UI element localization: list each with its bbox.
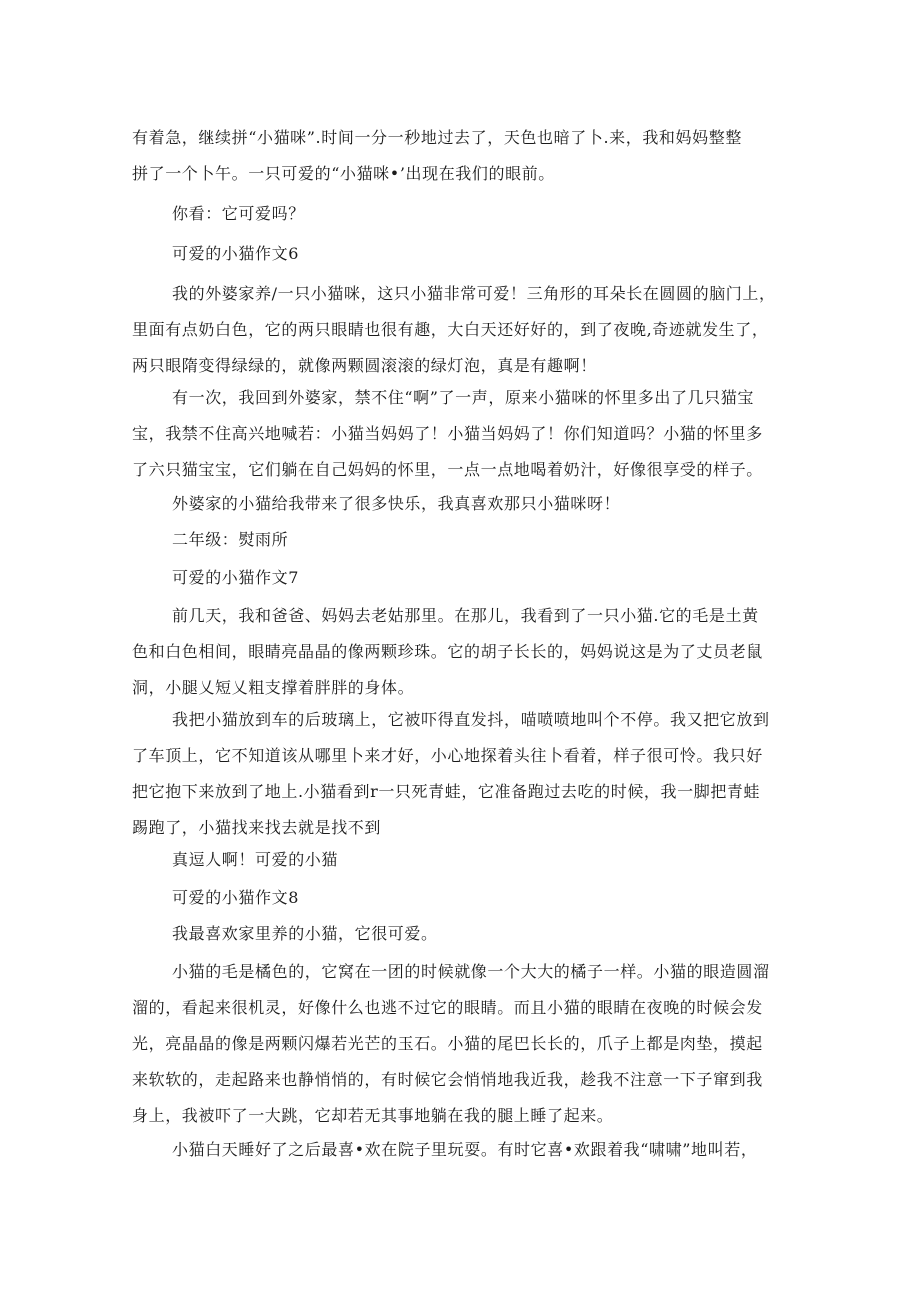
text-line: 溜的，看起来很机灵，好像什么也逃不过它的眼睛。而且小猫的眼睛在夜晚的时候会发 — [132, 998, 763, 1017]
paragraph-daytime — [132, 1132, 792, 1168]
paragraph-funny — [132, 842, 792, 878]
text-line: 有着急，继续拼“小猫咪”.时间一分一秒地过去了，天色也暗了卜.来，我和妈妈整整 — [132, 128, 742, 147]
paragraph-aunt-visit — [132, 598, 792, 706]
paragraph-car-story — [132, 702, 792, 846]
text-line: 前几天，我和爸爸、妈妈去老姑那里。在那儿，我看到了一只小猫.它的毛是土黄 — [172, 606, 759, 625]
text-line: 小猫的毛是橘色的，它窝在一团的时候就像一个大大的橘子一样。小猫的眼造圆溜 — [172, 962, 770, 981]
section-heading-essay-6 — [132, 236, 792, 272]
paragraph-grandma-cat — [132, 276, 792, 384]
text-line: 可爱的小猫作文8 — [172, 888, 299, 907]
text-line: 可爱的小猫作文6 — [172, 244, 299, 263]
paragraph-happiness — [132, 486, 792, 522]
text-line: 了六只猫宝宝，它们躺在自己妈妈的怀里，一点一点地喝着奶汁，好像很享受的样子。 — [132, 460, 763, 479]
text-line: 拼了一个卜午。一只可爱的“小猫咪•’出现在我们的眼前。 — [132, 164, 555, 183]
text-line: 色和白色相间，眼睛亮晶晶的像两颗珍珠。它的胡子长长的，妈妈说这是为了丈员老鼠 — [132, 642, 763, 661]
text-line: 来软软的，走起路来也静悄悄的，有时候它会悄悄地我近我，趁我不注意一下子窜到我 — [132, 1070, 763, 1089]
paragraph-continued — [132, 120, 792, 192]
text-line: 身上，我被吓了一大跳，它却若无其事地躺在我的腿上睡了起来。 — [132, 1106, 614, 1125]
text-line: 二年级：熨雨所 — [172, 530, 289, 549]
text-line: 宝，我禁不住高兴地喊若：小猫当妈妈了！小猫当妈妈了！你们知道吗？小猫的怀里多 — [132, 424, 763, 443]
text-line: 可爱的小猫作文7 — [172, 568, 299, 587]
text-line: 我的外婆家养/一只小猫咪，这只小猫非常可爱！三角形的耳朵长在圆圆的脑门上， — [172, 284, 776, 303]
text-line: 洞，小腿乂短乂粗支撑着胖胖的身体。 — [132, 678, 415, 697]
text-line: 外婆家的小猫给我带来了很多快乐，我真喜欢那只小猫咪呀！ — [172, 494, 621, 513]
text-line: 两只眼隋变得绿绿的，就像两颗圆滚滚的绿灯泡，真是有趣啊！ — [132, 356, 597, 375]
text-line: 我最喜欢家里养的小猫，它很可爱。 — [172, 924, 438, 943]
author-line — [132, 522, 792, 558]
text-line: 把它抱下来放到了地上.小猫看到r一只死青蛙，它准备跑过去吃的时候，我一脚把青蛙 — [132, 782, 761, 801]
paragraph-orange-cat — [132, 954, 792, 1134]
paragraph-kittens — [132, 380, 792, 488]
text-line: 我把小猫放到车的后玻璃上，它被吓得直发抖，喵喷喷地叫个不停。我又把它放到 — [172, 710, 770, 729]
text-line: 了车顶上，它不知道该从哪里卜来才好，小心地探着头往卜看着，样子很可怜。我只好 — [132, 746, 763, 765]
text-line: 踢跑了，小猫找来找去就是找不到 — [132, 818, 382, 837]
paragraph-question — [132, 196, 792, 232]
section-heading-essay-7 — [132, 560, 792, 596]
section-heading-essay-8 — [132, 880, 792, 916]
text-line: 里面有点奶白色，它的两只眼睛也很有趣，大白天还好好的，到了夜晚,奇迹就发生了， — [132, 320, 769, 339]
text-line: 真逗人啊！可爱的小猫 — [172, 850, 339, 869]
paragraph-favorite — [132, 916, 792, 952]
text-line: 你看：它可爱吗？ — [172, 204, 305, 223]
text-line: 有一次，我回到外婆家，禁不住“啊”了一声，原来小猫咪的怀里多出了几只猫宝 — [172, 388, 754, 407]
text-line: 光，亮晶晶的像是两颗闪爆若光芒的玉石。小猫的尾巴长长的，爪子上都是肉垫，摸起 — [132, 1034, 763, 1053]
text-line: 小猫白天睡好了之后最喜•欢在院子里玩耍。有时它喜•欢跟着我“啸啸”地叫若， — [172, 1140, 758, 1159]
